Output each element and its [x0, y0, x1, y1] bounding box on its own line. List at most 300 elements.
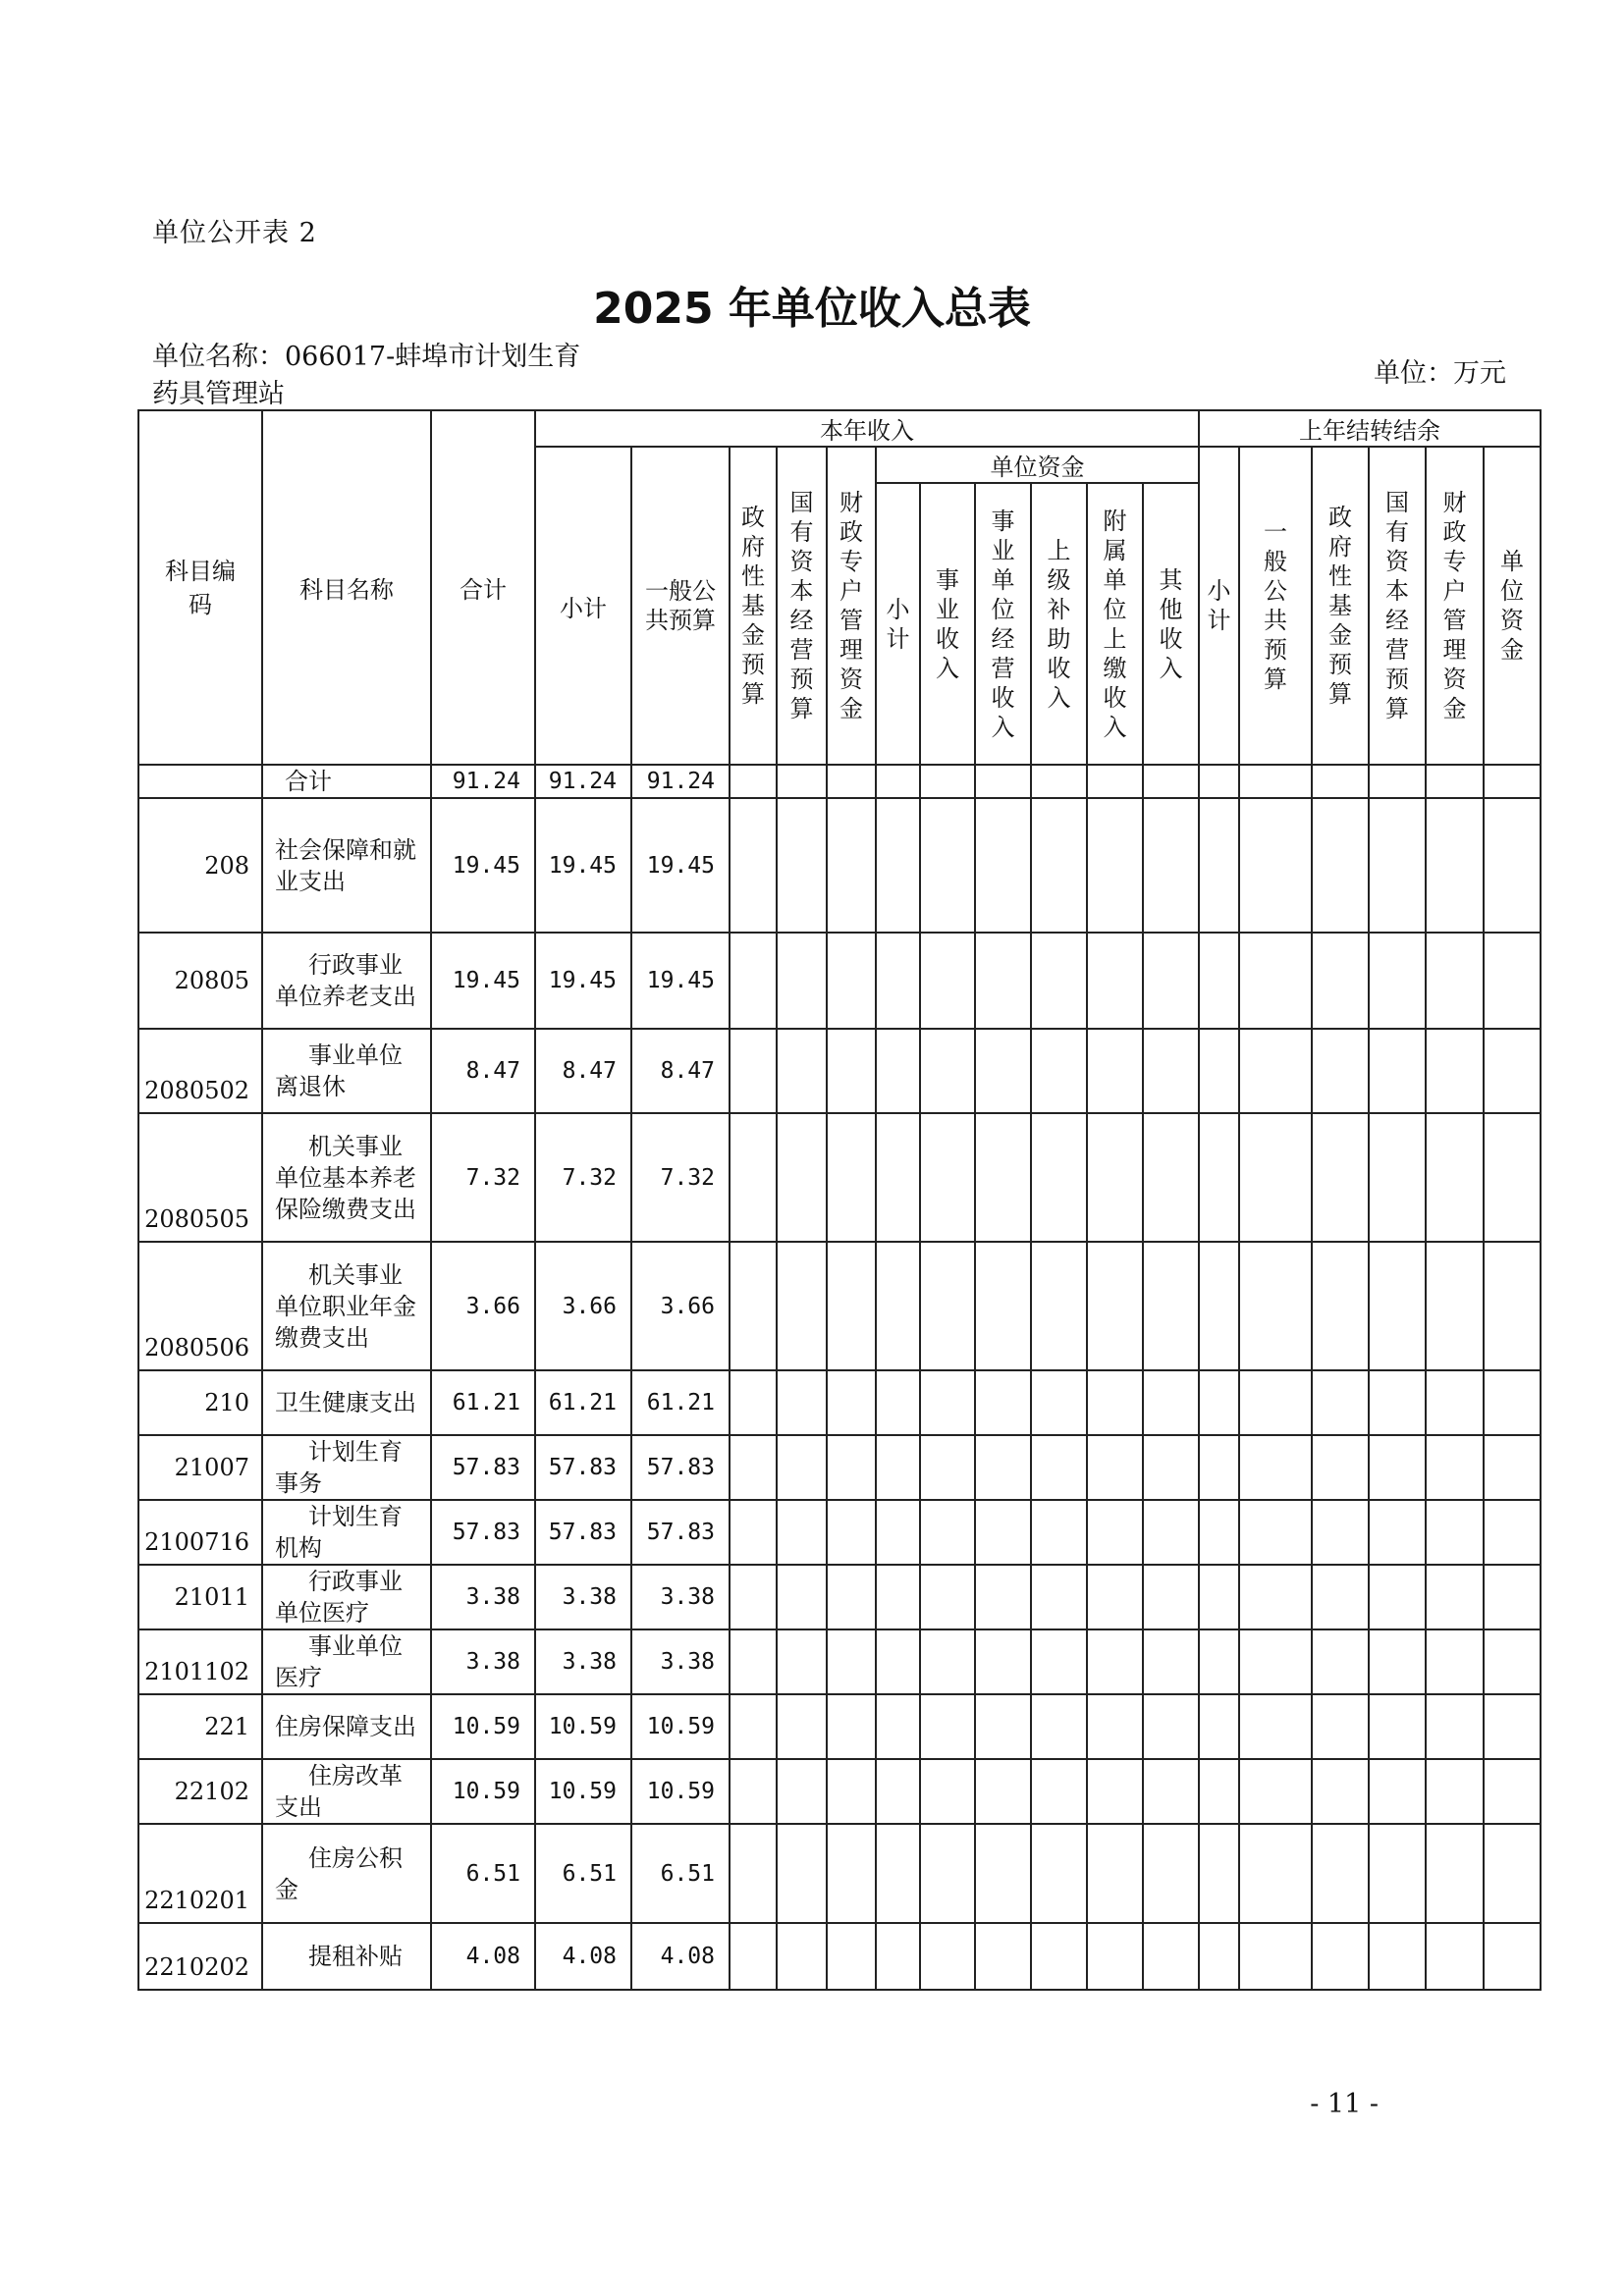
row-name-cell [262, 765, 431, 798]
empty-cell [1239, 1923, 1312, 1990]
empty-cell [777, 1759, 827, 1824]
empty-cell [1369, 1500, 1426, 1565]
empty-cell [1087, 1435, 1143, 1500]
row-total: 57.83 [431, 1435, 535, 1500]
empty-cell [975, 1629, 1031, 1694]
row-general: 91.24 [631, 765, 730, 798]
empty-cell [975, 1242, 1031, 1370]
row-code: 20805 [138, 933, 262, 1029]
empty-cell [1369, 1629, 1426, 1694]
empty-cell [1484, 765, 1541, 798]
header-prior-year: 上年结转结余 [1199, 410, 1541, 447]
empty-cell [1239, 1113, 1312, 1242]
empty-cell [1426, 933, 1484, 1029]
row-code: 2080506 [138, 1242, 262, 1370]
header-py-general: 一般公共预算 [1239, 447, 1312, 765]
row-code: 221 [138, 1694, 262, 1759]
empty-cell [876, 1824, 920, 1923]
empty-cell [975, 1435, 1031, 1500]
table-row [138, 1923, 1541, 1990]
row-name: 计划生育机构 [275, 1503, 403, 1562]
row-name-cell [262, 1923, 431, 1990]
row-name-cell [262, 1694, 431, 1759]
row-general: 6.51 [631, 1824, 730, 1923]
empty-cell [1031, 1923, 1087, 1990]
row-general: 10.59 [631, 1694, 730, 1759]
empty-cell [876, 1500, 920, 1565]
row-subtotal: 8.47 [535, 1029, 631, 1113]
row-name-cell [262, 1629, 431, 1694]
empty-cell [1087, 1694, 1143, 1759]
empty-cell [975, 1029, 1031, 1113]
empty-cell [1087, 1629, 1143, 1694]
row-code: 208 [138, 798, 262, 933]
empty-cell [1312, 1694, 1369, 1759]
empty-cell [1239, 1629, 1312, 1694]
empty-cell [876, 765, 920, 798]
empty-cell [730, 1500, 777, 1565]
row-name: 住房保障支出 [275, 1713, 416, 1740]
empty-cell [1484, 1923, 1541, 1990]
table-row [138, 1565, 1541, 1629]
empty-cell [920, 1435, 975, 1500]
row-subtotal: 3.38 [535, 1565, 631, 1629]
empty-cell [876, 1759, 920, 1824]
empty-cell [1239, 1500, 1312, 1565]
row-total: 91.24 [431, 765, 535, 798]
header-py-subtotal: 小计 [1199, 447, 1239, 765]
row-name-cell [262, 1759, 431, 1824]
row-code: 21007 [138, 1435, 262, 1500]
empty-cell [1031, 933, 1087, 1029]
row-name: 住房改革支出 [275, 1762, 403, 1821]
empty-cell [777, 765, 827, 798]
row-total: 19.45 [431, 933, 535, 1029]
empty-cell [1087, 1824, 1143, 1923]
empty-cell [777, 1629, 827, 1694]
empty-cell [1369, 1565, 1426, 1629]
empty-cell [920, 1824, 975, 1923]
empty-cell [975, 1113, 1031, 1242]
row-general: 19.45 [631, 798, 730, 933]
empty-cell [1087, 1565, 1143, 1629]
empty-cell [827, 1629, 876, 1694]
empty-cell [1312, 1370, 1369, 1435]
empty-cell [1312, 1029, 1369, 1113]
unit-name-line2: 药具管理站 [152, 379, 285, 409]
header-fiscal-special: 财政专户管理资金 [827, 447, 876, 765]
row-name-cell [262, 1824, 431, 1923]
empty-cell [1199, 1629, 1239, 1694]
empty-cell [1031, 1824, 1087, 1923]
unit-name-line1: 单位名称：066017-蚌埠市计划生育 [152, 342, 581, 372]
empty-cell [920, 1759, 975, 1824]
income-table [137, 409, 1542, 1991]
empty-cell [975, 1694, 1031, 1759]
empty-cell [1426, 1759, 1484, 1824]
empty-cell [1484, 1694, 1541, 1759]
empty-cell [777, 1824, 827, 1923]
row-code: 210 [138, 1370, 262, 1435]
table-row [138, 1629, 1541, 1694]
empty-cell [827, 1694, 876, 1759]
row-subtotal: 19.45 [535, 798, 631, 933]
row-name: 机关事业单位基本养老保险缴费支出 [275, 1132, 416, 1223]
empty-cell [876, 1113, 920, 1242]
empty-cell [1087, 765, 1143, 798]
empty-cell [730, 1242, 777, 1370]
empty-cell [1199, 1824, 1239, 1923]
empty-cell [1426, 1113, 1484, 1242]
empty-cell [1143, 1435, 1199, 1500]
empty-cell [920, 1242, 975, 1370]
empty-cell [975, 1824, 1031, 1923]
empty-cell [1143, 1113, 1199, 1242]
empty-cell [777, 933, 827, 1029]
row-subtotal: 10.59 [535, 1759, 631, 1824]
row-subtotal: 91.24 [535, 765, 631, 798]
empty-cell [827, 765, 876, 798]
empty-cell [730, 1565, 777, 1629]
empty-cell [1199, 1694, 1239, 1759]
empty-cell [827, 1113, 876, 1242]
empty-cell [975, 1565, 1031, 1629]
row-subtotal: 4.08 [535, 1923, 631, 1990]
empty-cell [827, 1500, 876, 1565]
empty-cell [975, 1370, 1031, 1435]
empty-cell [1426, 1435, 1484, 1500]
row-total: 4.08 [431, 1923, 535, 1990]
empty-cell [827, 1759, 876, 1824]
empty-cell [876, 1923, 920, 1990]
empty-cell [730, 1824, 777, 1923]
empty-cell [1484, 1759, 1541, 1824]
empty-cell [1031, 798, 1087, 933]
row-total: 19.45 [431, 798, 535, 933]
table-row [138, 1029, 1541, 1113]
empty-cell [876, 1435, 920, 1500]
header-state-capital: 国有资本经营预算 [777, 447, 827, 765]
row-total: 10.59 [431, 1759, 535, 1824]
empty-cell [876, 933, 920, 1029]
empty-cell [1312, 1629, 1369, 1694]
empty-cell [1031, 1694, 1087, 1759]
row-code: 21011 [138, 1565, 262, 1629]
empty-cell [1143, 933, 1199, 1029]
empty-cell [1312, 933, 1369, 1029]
empty-cell [1484, 1029, 1541, 1113]
row-name-cell [262, 1500, 431, 1565]
empty-cell [1199, 1923, 1239, 1990]
row-total: 10.59 [431, 1694, 535, 1759]
row-total: 57.83 [431, 1500, 535, 1565]
empty-cell [1143, 1629, 1199, 1694]
empty-cell [827, 1923, 876, 1990]
empty-cell [1426, 1370, 1484, 1435]
header-py-gov-fund: 政府性基金预算 [1312, 447, 1369, 765]
row-name-cell [262, 798, 431, 933]
row-name: 事业单位医疗 [275, 1632, 403, 1691]
empty-cell [1369, 933, 1426, 1029]
table-row [138, 933, 1541, 1029]
empty-cell [920, 1113, 975, 1242]
header-current-year: 本年收入 [535, 410, 1199, 447]
empty-cell [827, 1029, 876, 1113]
empty-cell [1484, 798, 1541, 933]
table-row [138, 1242, 1541, 1370]
empty-cell [1369, 1824, 1426, 1923]
row-general: 10.59 [631, 1759, 730, 1824]
empty-cell [1239, 933, 1312, 1029]
row-code [138, 765, 262, 798]
empty-cell [920, 1694, 975, 1759]
row-subtotal: 3.66 [535, 1242, 631, 1370]
empty-cell [1369, 1923, 1426, 1990]
empty-cell [777, 1113, 827, 1242]
empty-cell [1031, 1113, 1087, 1242]
empty-cell [920, 1029, 975, 1113]
row-subtotal: 7.32 [535, 1113, 631, 1242]
header-py-fiscal-special: 财政专户管理资金 [1426, 447, 1484, 765]
row-code: 2080502 [138, 1029, 262, 1113]
header-unit-funds: 单位资金 [876, 447, 1199, 483]
row-code: 2100716 [138, 1500, 262, 1565]
empty-cell [777, 1694, 827, 1759]
table-row [138, 765, 1541, 798]
empty-cell [975, 1759, 1031, 1824]
empty-cell [1031, 1500, 1087, 1565]
empty-cell [777, 798, 827, 933]
empty-cell [1369, 765, 1426, 798]
empty-cell [920, 933, 975, 1029]
empty-cell [1369, 1435, 1426, 1500]
row-name: 行政事业单位医疗 [275, 1568, 403, 1627]
header-superior-subsidy: 上级补助收入 [1031, 483, 1087, 765]
row-total: 3.38 [431, 1629, 535, 1694]
empty-cell [1426, 1923, 1484, 1990]
header-affiliated-payment: 附属单位上缴收入 [1087, 483, 1143, 765]
empty-cell [975, 798, 1031, 933]
row-name: 卫生健康支出 [275, 1389, 416, 1416]
empty-cell [730, 1694, 777, 1759]
empty-cell [876, 1629, 920, 1694]
empty-cell [1312, 798, 1369, 933]
empty-cell [1426, 1824, 1484, 1923]
empty-cell [1312, 1923, 1369, 1990]
empty-cell [920, 1629, 975, 1694]
empty-cell [777, 1029, 827, 1113]
empty-cell [876, 1370, 920, 1435]
table-label: 单位公开表 2 [152, 218, 317, 248]
row-general: 4.08 [631, 1923, 730, 1990]
header-business-income: 事业收入 [920, 483, 975, 765]
empty-cell [730, 798, 777, 933]
empty-cell [1312, 765, 1369, 798]
empty-cell [1426, 1029, 1484, 1113]
page-title: 2025 年单位收入总表 [593, 284, 1031, 334]
empty-cell [827, 1370, 876, 1435]
empty-cell [1087, 1242, 1143, 1370]
empty-cell [777, 1923, 827, 1990]
unit-name [152, 339, 663, 413]
empty-cell [1484, 1565, 1541, 1629]
empty-cell [1031, 1370, 1087, 1435]
empty-cell [730, 1370, 777, 1435]
table-row [138, 1759, 1541, 1824]
empty-cell [1199, 1500, 1239, 1565]
empty-cell [975, 765, 1031, 798]
empty-cell [1484, 1824, 1541, 1923]
header-gov-fund: 政府性基金预算 [730, 447, 777, 765]
empty-cell [1312, 1242, 1369, 1370]
empty-cell [1426, 765, 1484, 798]
empty-cell [1199, 798, 1239, 933]
empty-cell [1239, 1435, 1312, 1500]
empty-cell [975, 1500, 1031, 1565]
empty-cell [1087, 1759, 1143, 1824]
empty-cell [1199, 1565, 1239, 1629]
empty-cell [827, 1242, 876, 1370]
empty-cell [920, 765, 975, 798]
empty-cell [1199, 933, 1239, 1029]
empty-cell [1087, 1029, 1143, 1113]
row-name-cell [262, 1565, 431, 1629]
table-header [138, 410, 1541, 765]
empty-cell [777, 1565, 827, 1629]
empty-cell [1143, 798, 1199, 933]
empty-cell [1143, 1694, 1199, 1759]
row-subtotal: 6.51 [535, 1824, 631, 1923]
empty-cell [1312, 1500, 1369, 1565]
empty-cell [876, 1242, 920, 1370]
row-subtotal: 61.21 [535, 1370, 631, 1435]
row-name-cell [262, 933, 431, 1029]
table-row [138, 1500, 1541, 1565]
empty-cell [1087, 1923, 1143, 1990]
header-py-unit-funds: 单位资金 [1484, 447, 1541, 765]
empty-cell [1312, 1565, 1369, 1629]
row-name: 行政事业单位养老支出 [275, 951, 416, 1010]
empty-cell [920, 1565, 975, 1629]
row-name: 社会保障和就业支出 [275, 835, 416, 895]
empty-cell [1369, 1113, 1426, 1242]
header-name: 科目名称 [262, 410, 431, 765]
empty-cell [1199, 1029, 1239, 1113]
empty-cell [827, 798, 876, 933]
empty-cell [777, 1500, 827, 1565]
currency-unit: 单位：万元 [1374, 358, 1506, 389]
header-other-income: 其他收入 [1143, 483, 1199, 765]
row-general: 19.45 [631, 933, 730, 1029]
empty-cell [1239, 1242, 1312, 1370]
empty-cell [1239, 1029, 1312, 1113]
empty-cell [1426, 1694, 1484, 1759]
empty-cell [1199, 1435, 1239, 1500]
empty-cell [1484, 933, 1541, 1029]
row-code: 2101102 [138, 1629, 262, 1694]
empty-cell [1239, 798, 1312, 933]
empty-cell [1087, 1500, 1143, 1565]
row-name-cell [262, 1435, 431, 1500]
empty-cell [1426, 1500, 1484, 1565]
empty-cell [1369, 1242, 1426, 1370]
empty-cell [1312, 1759, 1369, 1824]
table-row [138, 1370, 1541, 1435]
empty-cell [1239, 1370, 1312, 1435]
row-general: 3.38 [631, 1629, 730, 1694]
empty-cell [1426, 798, 1484, 933]
empty-cell [1484, 1500, 1541, 1565]
empty-cell [1199, 1759, 1239, 1824]
empty-cell [1369, 798, 1426, 933]
empty-cell [1087, 933, 1143, 1029]
row-name: 计划生育事务 [275, 1438, 403, 1497]
empty-cell [730, 1435, 777, 1500]
empty-cell [1143, 1759, 1199, 1824]
row-total: 61.21 [431, 1370, 535, 1435]
empty-cell [1143, 1500, 1199, 1565]
empty-cell [1426, 1629, 1484, 1694]
row-subtotal: 3.38 [535, 1629, 631, 1694]
empty-cell [1199, 1242, 1239, 1370]
row-name: 住房公积金 [275, 1843, 403, 1903]
empty-cell [1087, 798, 1143, 933]
empty-cell [827, 933, 876, 1029]
row-code: 2210201 [138, 1824, 262, 1923]
empty-cell [730, 933, 777, 1029]
empty-cell [1031, 1629, 1087, 1694]
header-general-budget: 一般公共预算 [631, 447, 730, 765]
empty-cell [1312, 1435, 1369, 1500]
header-py-state-capital: 国有资本经营预算 [1369, 447, 1426, 765]
row-total: 3.66 [431, 1242, 535, 1370]
row-subtotal: 57.83 [535, 1500, 631, 1565]
empty-cell [1199, 1113, 1239, 1242]
empty-cell [1087, 1113, 1143, 1242]
table-row [138, 1435, 1541, 1500]
table-row [138, 798, 1541, 933]
empty-cell [1199, 1370, 1239, 1435]
row-name: 机关事业单位职业年金缴费支出 [275, 1260, 416, 1352]
row-total: 6.51 [431, 1824, 535, 1923]
empty-cell [827, 1824, 876, 1923]
table-row [138, 1824, 1541, 1923]
row-subtotal: 10.59 [535, 1694, 631, 1759]
row-total: 7.32 [431, 1113, 535, 1242]
row-code: 2080505 [138, 1113, 262, 1242]
header-uf-subtotal: 小计 [876, 483, 920, 765]
header-operating-income: 事业单位经营收入 [975, 483, 1031, 765]
empty-cell [1369, 1370, 1426, 1435]
empty-cell [1143, 1565, 1199, 1629]
header-code: 科目编码 [138, 410, 262, 765]
empty-cell [1484, 1629, 1541, 1694]
empty-cell [1239, 1824, 1312, 1923]
empty-cell [876, 1565, 920, 1629]
row-name-cell [262, 1370, 431, 1435]
empty-cell [730, 1759, 777, 1824]
empty-cell [1239, 765, 1312, 798]
empty-cell [1031, 1565, 1087, 1629]
empty-cell [1484, 1242, 1541, 1370]
empty-cell [1369, 1029, 1426, 1113]
empty-cell [777, 1435, 827, 1500]
row-general: 8.47 [631, 1029, 730, 1113]
row-general: 3.66 [631, 1242, 730, 1370]
empty-cell [1143, 1242, 1199, 1370]
empty-cell [777, 1242, 827, 1370]
empty-cell [1312, 1113, 1369, 1242]
